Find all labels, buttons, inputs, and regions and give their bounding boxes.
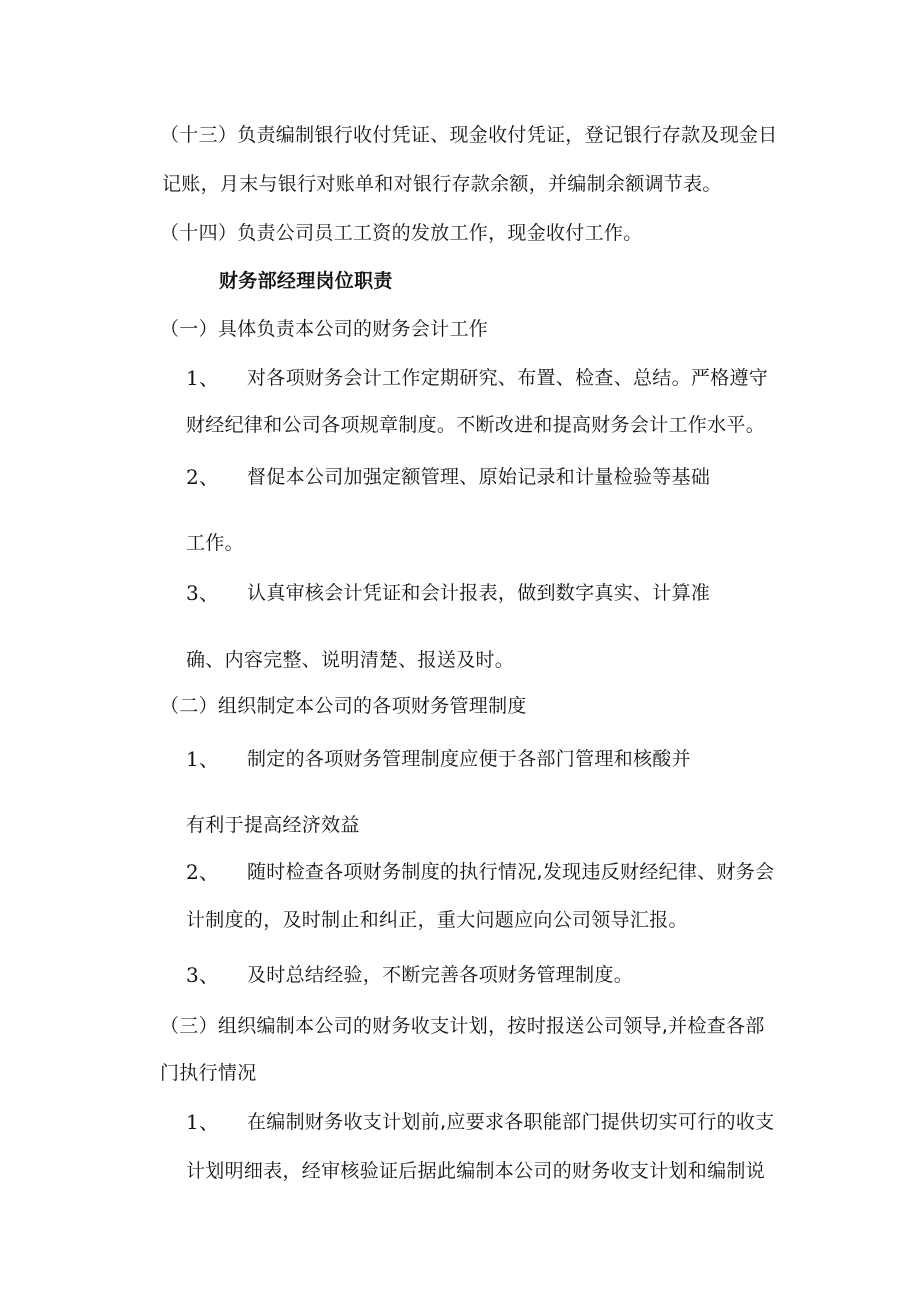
heading-3-line-1: （三）组织编制本公司的财务收支计划，按时报送公司领导,并检查各部	[160, 1015, 765, 1037]
paragraph-13-line-1: （十三）负责编制银行收付凭证、现金收付凭证，登记银行存款及现金日	[160, 124, 778, 146]
item-3-1-line-2: 计划明细表，经审核验证后据此编制本公司的财务收支计划和编制说	[186, 1160, 766, 1182]
item-number: 3、	[186, 963, 220, 987]
item-number: 1、	[186, 366, 220, 390]
item-number: 3、	[186, 581, 220, 605]
heading-3-line-2: 门执行情况	[160, 1062, 257, 1084]
paragraph-14: （十四）负责公司员工工资的发放工作，现金收付工作。	[160, 222, 643, 244]
paragraph-13-line-2: 记账，月末与银行对账单和对银行存款余额，并编制余额调节表。	[162, 173, 722, 195]
item-2-3-line-1: 及时总结经验，不断完善各项财务管理制度。	[247, 964, 634, 986]
section-heading: 财务部经理岗位职责	[219, 270, 393, 292]
item-2-1-line-2: 有利于提高经济效益	[186, 814, 360, 836]
heading-2: （二）组织制定本公司的各项财务管理制度	[160, 695, 527, 717]
item-1-3-line-2: 确、内容完整、说明清楚、报送及时。	[186, 649, 515, 671]
item-3-1-line-1: 在编制财务收支计划前,应要求各职能部门提供切实可行的收支	[247, 1111, 775, 1133]
item-number: 2、	[186, 860, 220, 884]
heading-1: （一）具体负责本公司的财务会计工作	[160, 318, 489, 340]
item-number: 1、	[186, 747, 220, 771]
item-1-3-line-1: 认真审核会计凭证和会计报表，做到数字真实、计算准	[247, 582, 711, 604]
item-2-2-line-2: 计制度的，及时制止和纠正，重大问题应向公司领导汇报。	[186, 909, 688, 931]
item-1-2-line-1: 督促本公司加强定额管理、原始记录和计量检验等基础	[247, 466, 711, 488]
item-number: 1、	[186, 1110, 220, 1134]
item-1-1-line-1: 对各项财务会计工作定期研究、布置、检查、总结。严格遵守	[247, 367, 769, 389]
item-1-1-line-2: 财经纪律和公司各项规章制度。不断改进和提高财务会计工作水平。	[186, 414, 766, 436]
item-1-2-line-2: 工作。	[186, 532, 244, 554]
item-2-2-line-1: 随时检查各项财务制度的执行情况,发现违反财经纪律、财务会	[247, 861, 775, 883]
item-2-1-line-1: 制定的各项财务管理制度应便于各部门管理和核酸并	[247, 748, 691, 770]
item-number: 2、	[186, 465, 220, 489]
